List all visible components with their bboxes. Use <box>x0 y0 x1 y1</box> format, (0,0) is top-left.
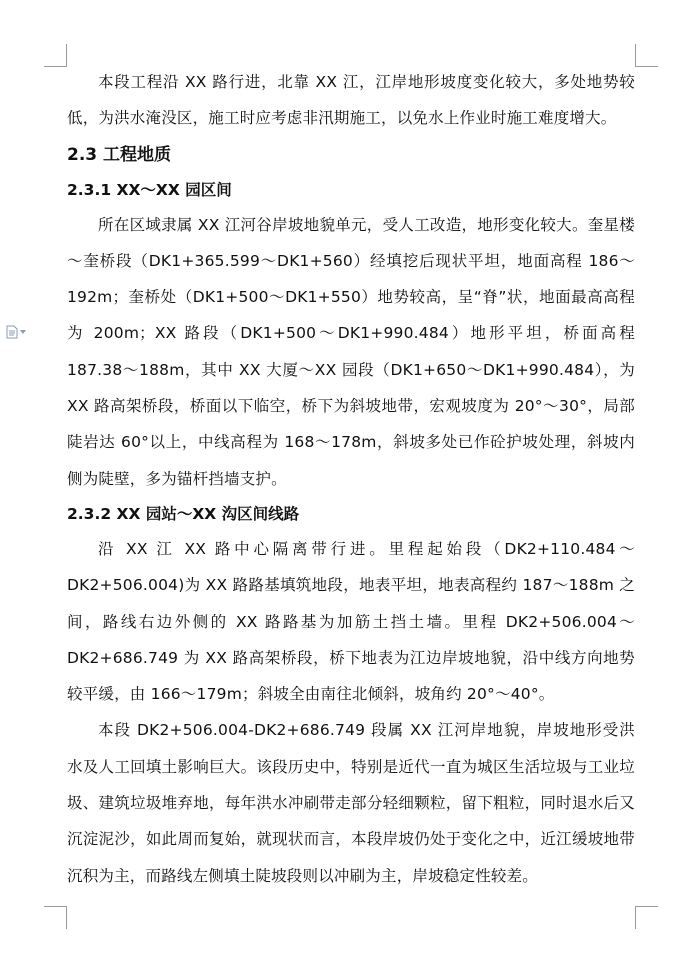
crop-mark-top-left <box>44 44 67 67</box>
section-heading: 2.3 工程地质 <box>67 144 172 165</box>
subsection-heading: 2.3.1 XX～XX 园区间 <box>67 180 232 199</box>
paragraph: 本段工程沿 XX 路行进，北靠 XX 江，江岸地形坡度变化较大，多处地势较低，为洪水淹没区，施工时应考虑非汛期施工，以免水上作业时施工难度增大。 <box>67 73 635 128</box>
document-body <box>67 64 635 894</box>
document-icon <box>6 325 18 339</box>
chevron-down-icon <box>20 330 26 334</box>
crop-mark-bottom-right <box>635 906 658 929</box>
paragraph: 所在区域隶属 XX 江河谷岸坡地貌单元，受人工改造，地形变化较大。奎星楼～奎桥段（DK1+365.599～DK1+560）经填挖后现状平坦，地面高程 186～192m；奎桥处（DK1+500～DK1+550）地势较高，呈“脊”状，地面最高高程为 200m；XX 路段（DK1+500～DK1+990.484）地形平坦，桥面高程 187.38～188m，其中 XX 大厦～XX 园段（DK1+650～DK1+990.484），为 XX 路高架桥段，桥面以下临空，桥下为斜坡地带，宏观坡度为 20°～30°，局部陡岩达 60°以上，中线高程为 168～178m，斜坡多处已作砼护坡处理，斜坡内侧为陡壁，多为锚杆挡墙支护。 <box>67 215 635 488</box>
crop-mark-bottom-left <box>44 906 67 929</box>
paragraph: 沿 XX 江 XX 路中心隔离带行进。里程起始段（DK2+110.484～DK2+506.004)为 XX 路路基填筑地段，地表平坦，地表高程约 187～188m 之间，路线右边外侧的 XX 路路基为加筋土挡土墙。里程 DK2+506.004～DK2+686.749 为 XX 路高架桥段，桥下地表为江边岸坡地貌，沿中线方向地势较平缓，由 166～179m；斜坡全由南往北倾斜，坡角约 20°～40°。 <box>67 539 635 704</box>
subsection-heading: 2.3.2 XX 园站～XX 沟区间线路 <box>67 504 300 523</box>
crop-mark-top-right <box>635 44 658 67</box>
paragraph: 本段 DK2+506.004-DK2+686.749 段属 XX 江河岸地貌，岸坡地形受洪水及人工回填土影响巨大。该段历史中，特别是近代一直为城区生活垃圾与工业垃圾、建筑垃圾堆弃地，每年洪水冲刷带走部分轻细颗粒，留下粗粒，同时退水后又沉淀泥沙，如此周而复始，就现状而言，本段岸坡仍处于变化之中，近江缓坡地带沉积为主，而路线左侧填土陡坡段则以冲刷为主，岸坡稳定性较差。 <box>67 721 635 885</box>
paragraph-options-button[interactable] <box>6 325 26 339</box>
